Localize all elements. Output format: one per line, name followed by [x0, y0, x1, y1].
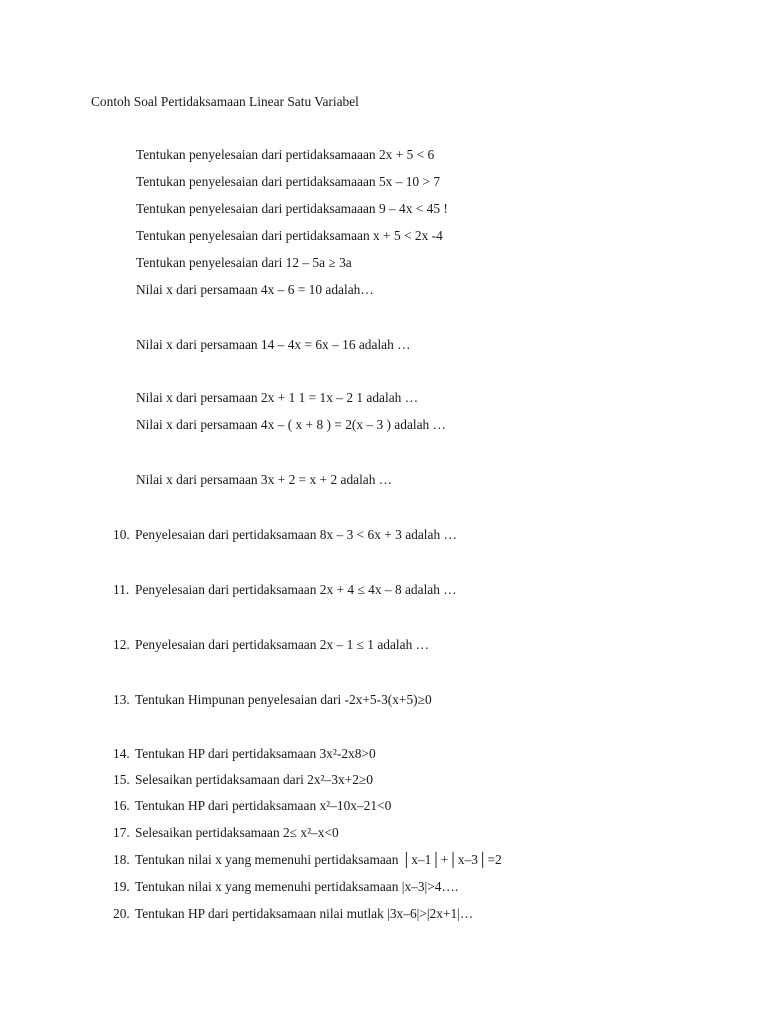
item-text: Tentukan penyelesaian dari 12 – 5a ≥ 3a: [136, 255, 352, 270]
item-number: 19.: [113, 879, 130, 894]
item-number: 10.: [113, 527, 130, 542]
item-number: 15.: [113, 772, 130, 787]
item-text: Tentukan nilai x yang memenuhi pertidaksamaan |x–3|>4….: [135, 879, 459, 894]
item-text: Tentukan nilai x yang memenuhi pertidaksamaan │x–1│+│x–3│=2: [135, 852, 502, 867]
document-title: Contoh Soal Pertidaksamaan Linear Satu Variabel: [91, 94, 359, 109]
item-number: 14.: [113, 746, 130, 761]
item-number: 13.: [113, 692, 130, 707]
item-text: Tentukan penyelesaian dari pertidaksamaaan 5x – 10 > 7: [136, 174, 441, 189]
item-text: Tentukan penyelesaian dari pertidaksamaan x + 5 < 2x -4: [136, 228, 443, 243]
item-number: 11.: [113, 582, 130, 597]
item-number: 18.: [113, 852, 130, 867]
item-text: Tentukan Himpunan penyelesaian dari -2x+5-3(x+5)≥0: [135, 692, 432, 707]
item-text: Selesaikan pertidaksamaan 2≤ x²–x<0: [135, 825, 339, 840]
item-text: Selesaikan pertidaksamaan dari 2x²–3x+2≥0: [135, 772, 373, 787]
item-text: Tentukan HP dari pertidaksamaan 3x²-2x8>0: [135, 746, 376, 761]
item-number: 12.: [113, 637, 130, 652]
item-number: 20.: [113, 906, 130, 921]
item-text: Tentukan penyelesaian dari pertidaksamaaan 9 – 4x < 45 !: [136, 201, 448, 216]
item-text: Tentukan HP dari pertidaksamaan nilai mutlak |3x–6|>|2x+1|…: [135, 906, 474, 921]
item-text: Penyelesaian dari pertidaksamaan 2x – 1 ≤ 1 adalah …: [135, 637, 430, 652]
item-text: Tentukan penyelesaian dari pertidaksamaaan 2x + 5 < 6: [136, 147, 435, 162]
item-text: Nilai x dari persamaan 4x – ( x + 8 ) = 2(x – 3 ) adalah …: [136, 417, 446, 432]
item-text: Penyelesaian dari pertidaksamaan 8x – 3 < 6x + 3 adalah …: [135, 527, 457, 542]
item-text: Nilai x dari persamaan 4x – 6 = 10 adalah…: [136, 282, 374, 297]
item-text: Nilai x dari persamaan 3x + 2 = x + 2 adalah …: [136, 472, 393, 487]
item-number: 17.: [113, 825, 130, 840]
item-text: Nilai x dari persamaan 2x + 1 1 = 1x – 2 1 adalah …: [136, 390, 419, 405]
item-number: 16.: [113, 798, 130, 813]
item-text: Penyelesaian dari pertidaksamaan 2x + 4 ≤ 4x – 8 adalah …: [135, 582, 457, 597]
item-text: Nilai x dari persamaan 14 – 4x = 6x – 16 adalah …: [136, 337, 411, 352]
item-text: Tentukan HP dari pertidaksamaan x²–10x–21<0: [135, 798, 392, 813]
